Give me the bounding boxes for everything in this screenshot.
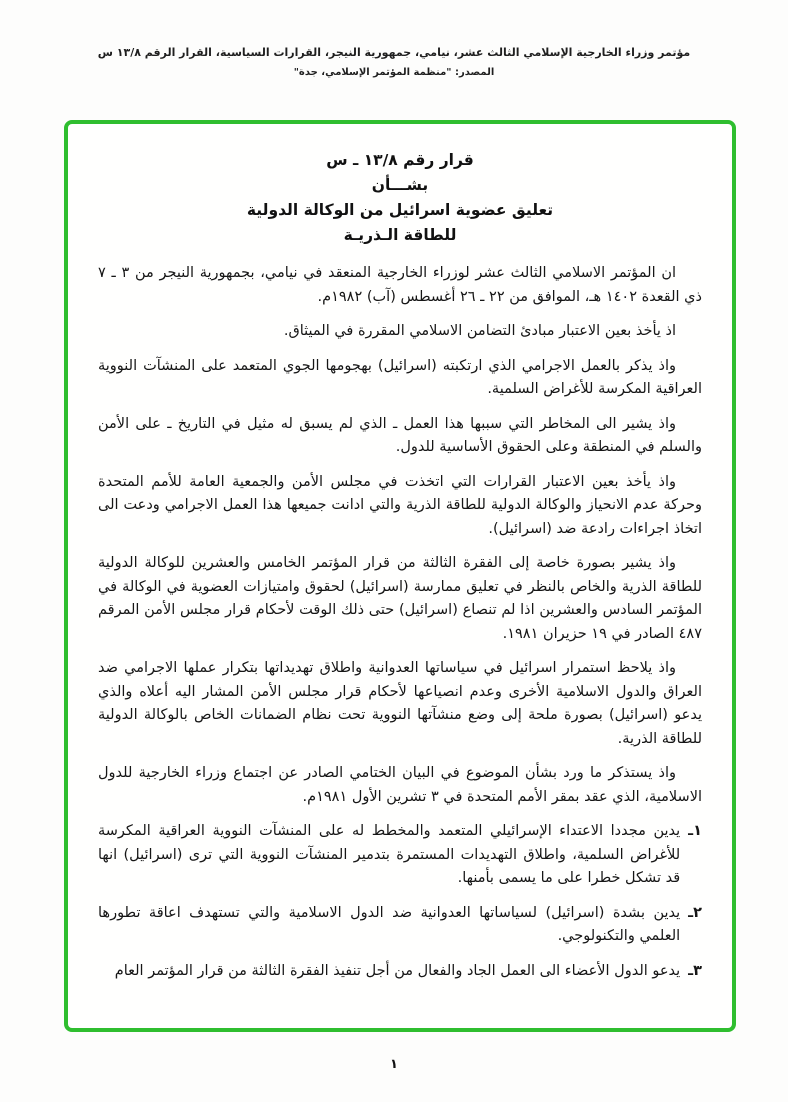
- citation-line-2: المصدر: "منظمة المؤتمر الإسلامي، جدة": [293, 67, 495, 78]
- item-text: يدين مجددا الاعتداء الإسرائيلي المتعمد والمخطط له على المنشآت النووية العراقية المكرسة للأغراض السلمية، واطلاق التهديدات المستمرة بتدمير المنشآت النووية التي ترى (اسرائيل) انها قد تشكل خطرا على ما يسمى بأمنها.: [98, 823, 681, 886]
- resolution-title: [98, 148, 702, 248]
- item-text: يدعو الدول الأعضاء الى العمل الجاد والفعال من أجل تنفيذ الفقرة الثالثة من قرار المؤتمر العام: [114, 962, 681, 979]
- resolution-number-line: قرار رقم ١٣/٨ ـ س: [326, 151, 474, 169]
- citation-line-1: مؤتمر وزراء الخارجية الإسلامي الثالث عشر، نيامي، جمهورية النيجر، القرارات السياسية، القرار الرقم ١٣/٨ س: [97, 46, 691, 59]
- resolution-regarding-line: بشـــأن: [371, 176, 429, 194]
- preamble-paragraph: اذ يأخذ بعين الاعتبار مبادئ التضامن الاسلامي المقررة في الميثاق.: [283, 323, 676, 339]
- citation-header: [28, 46, 760, 78]
- item-number: ٢ـ: [688, 904, 702, 921]
- resolution-subject-line-2: للطاقة الـذريـة: [343, 226, 457, 244]
- preamble-paragraph: ان المؤتمر الاسلامي الثالث عشر لوزراء الخارجية المنعقد في نيامي، بجمهورية النيجر من ٣ ـ ٧ ذي القعدة ١٤٠٢ هـ، الموافق من ٢٢ ـ ٢٦ أغسطس (آب) ١٩٨٢م.: [98, 265, 702, 305]
- page-footer: [0, 1057, 788, 1072]
- page-number: ١: [390, 1057, 398, 1072]
- numbered-item: [98, 820, 702, 891]
- item-text: يدين بشدة (اسرائيل) لسياساتها العدوانية ضد الدول الاسلامية والتي تستهدف اعاقة تطورها العلمي والتكنولوجي.: [98, 904, 681, 944]
- numbered-item: [98, 960, 702, 984]
- preamble-paragraph: واذ يأخذ بعين الاعتبار القرارات التي اتخذت في مجلس الأمن والجمعية العامة للأمم المتحدة وحركة عدم الانحياز والوكالة الدولية للطاقة الذرية والتي ادانت جميعها هذا العمل الاجرامي ودعت الى اتخاذ اجراءات رادعة ضد (اسرائيل).: [98, 473, 702, 537]
- item-number: ٣ـ: [688, 962, 702, 979]
- preamble-paragraph: واذ يشير الى المخاطر التي سببها هذا العمل ـ الذي لم يسبق له مثيل في التاريخ ـ على الأمن والسلم في المنطقة وعلى الحقوق الأساسية للدول.: [98, 415, 702, 455]
- preamble-paragraph: واذ يشير بصورة خاصة إلى الفقرة الثالثة من قرار المؤتمر الخامس والعشرين للوكالة الدولية للطاقة الذرية والخاص بالنظر في تعليق ممارسة (اسرائيل) لحقوق وامتيازات العضوية في الوكالة في المؤتمر السادس والعشرين اذا لم تنصاع (اسرائيل) حتى ذلك الوقت لأحكام قرار مجلس الأمن المرقم ٤٨٧ الصادر في ١٩ حزيران ١٩٨١.: [98, 555, 702, 642]
- green-highlight-frame: [64, 120, 736, 1032]
- preamble-paragraph: واذ يستذكر ما ورد بشأن الموضوع في البيان الختامي الصادر عن اجتماع وزراء الخارجية للدول الاسلامية، الذي عقد بمقر الأمم المتحدة في ٣ تشرين الأول ١٩٨١م.: [98, 765, 702, 805]
- resolution-subject-line-1: تعليق عضوية اسرائيل من الوكالة الدولية: [246, 201, 554, 219]
- item-number: ١ـ: [688, 823, 702, 839]
- numbered-item: [98, 902, 702, 949]
- preamble-paragraph: واذ يذكر بالعمل الاجرامي الذي ارتكبته (اسرائيل) بهجومها الجوي المتعمد على المنشآت النووية العراقية المكرسة للأغراض السلمية.: [98, 357, 702, 397]
- preamble-paragraph: واذ يلاحظ استمرار اسرائيل في سياساتها العدوانية واطلاق تهديداتها بتكرار عملها الاجرامي ضد العراق والدول الاسلامية الأخرى وعدم انصياعها لأحكام قرار مجلس الأمن المشار اليه أعلاه والذي يدعو (اسرائيل) بصورة ملحة إلى وضع منشآتها النووية تحت نظام الضمانات الخاص بالوكالة الدولية للطاقة الذرية.: [98, 660, 702, 747]
- resolution-body: [98, 148, 702, 983]
